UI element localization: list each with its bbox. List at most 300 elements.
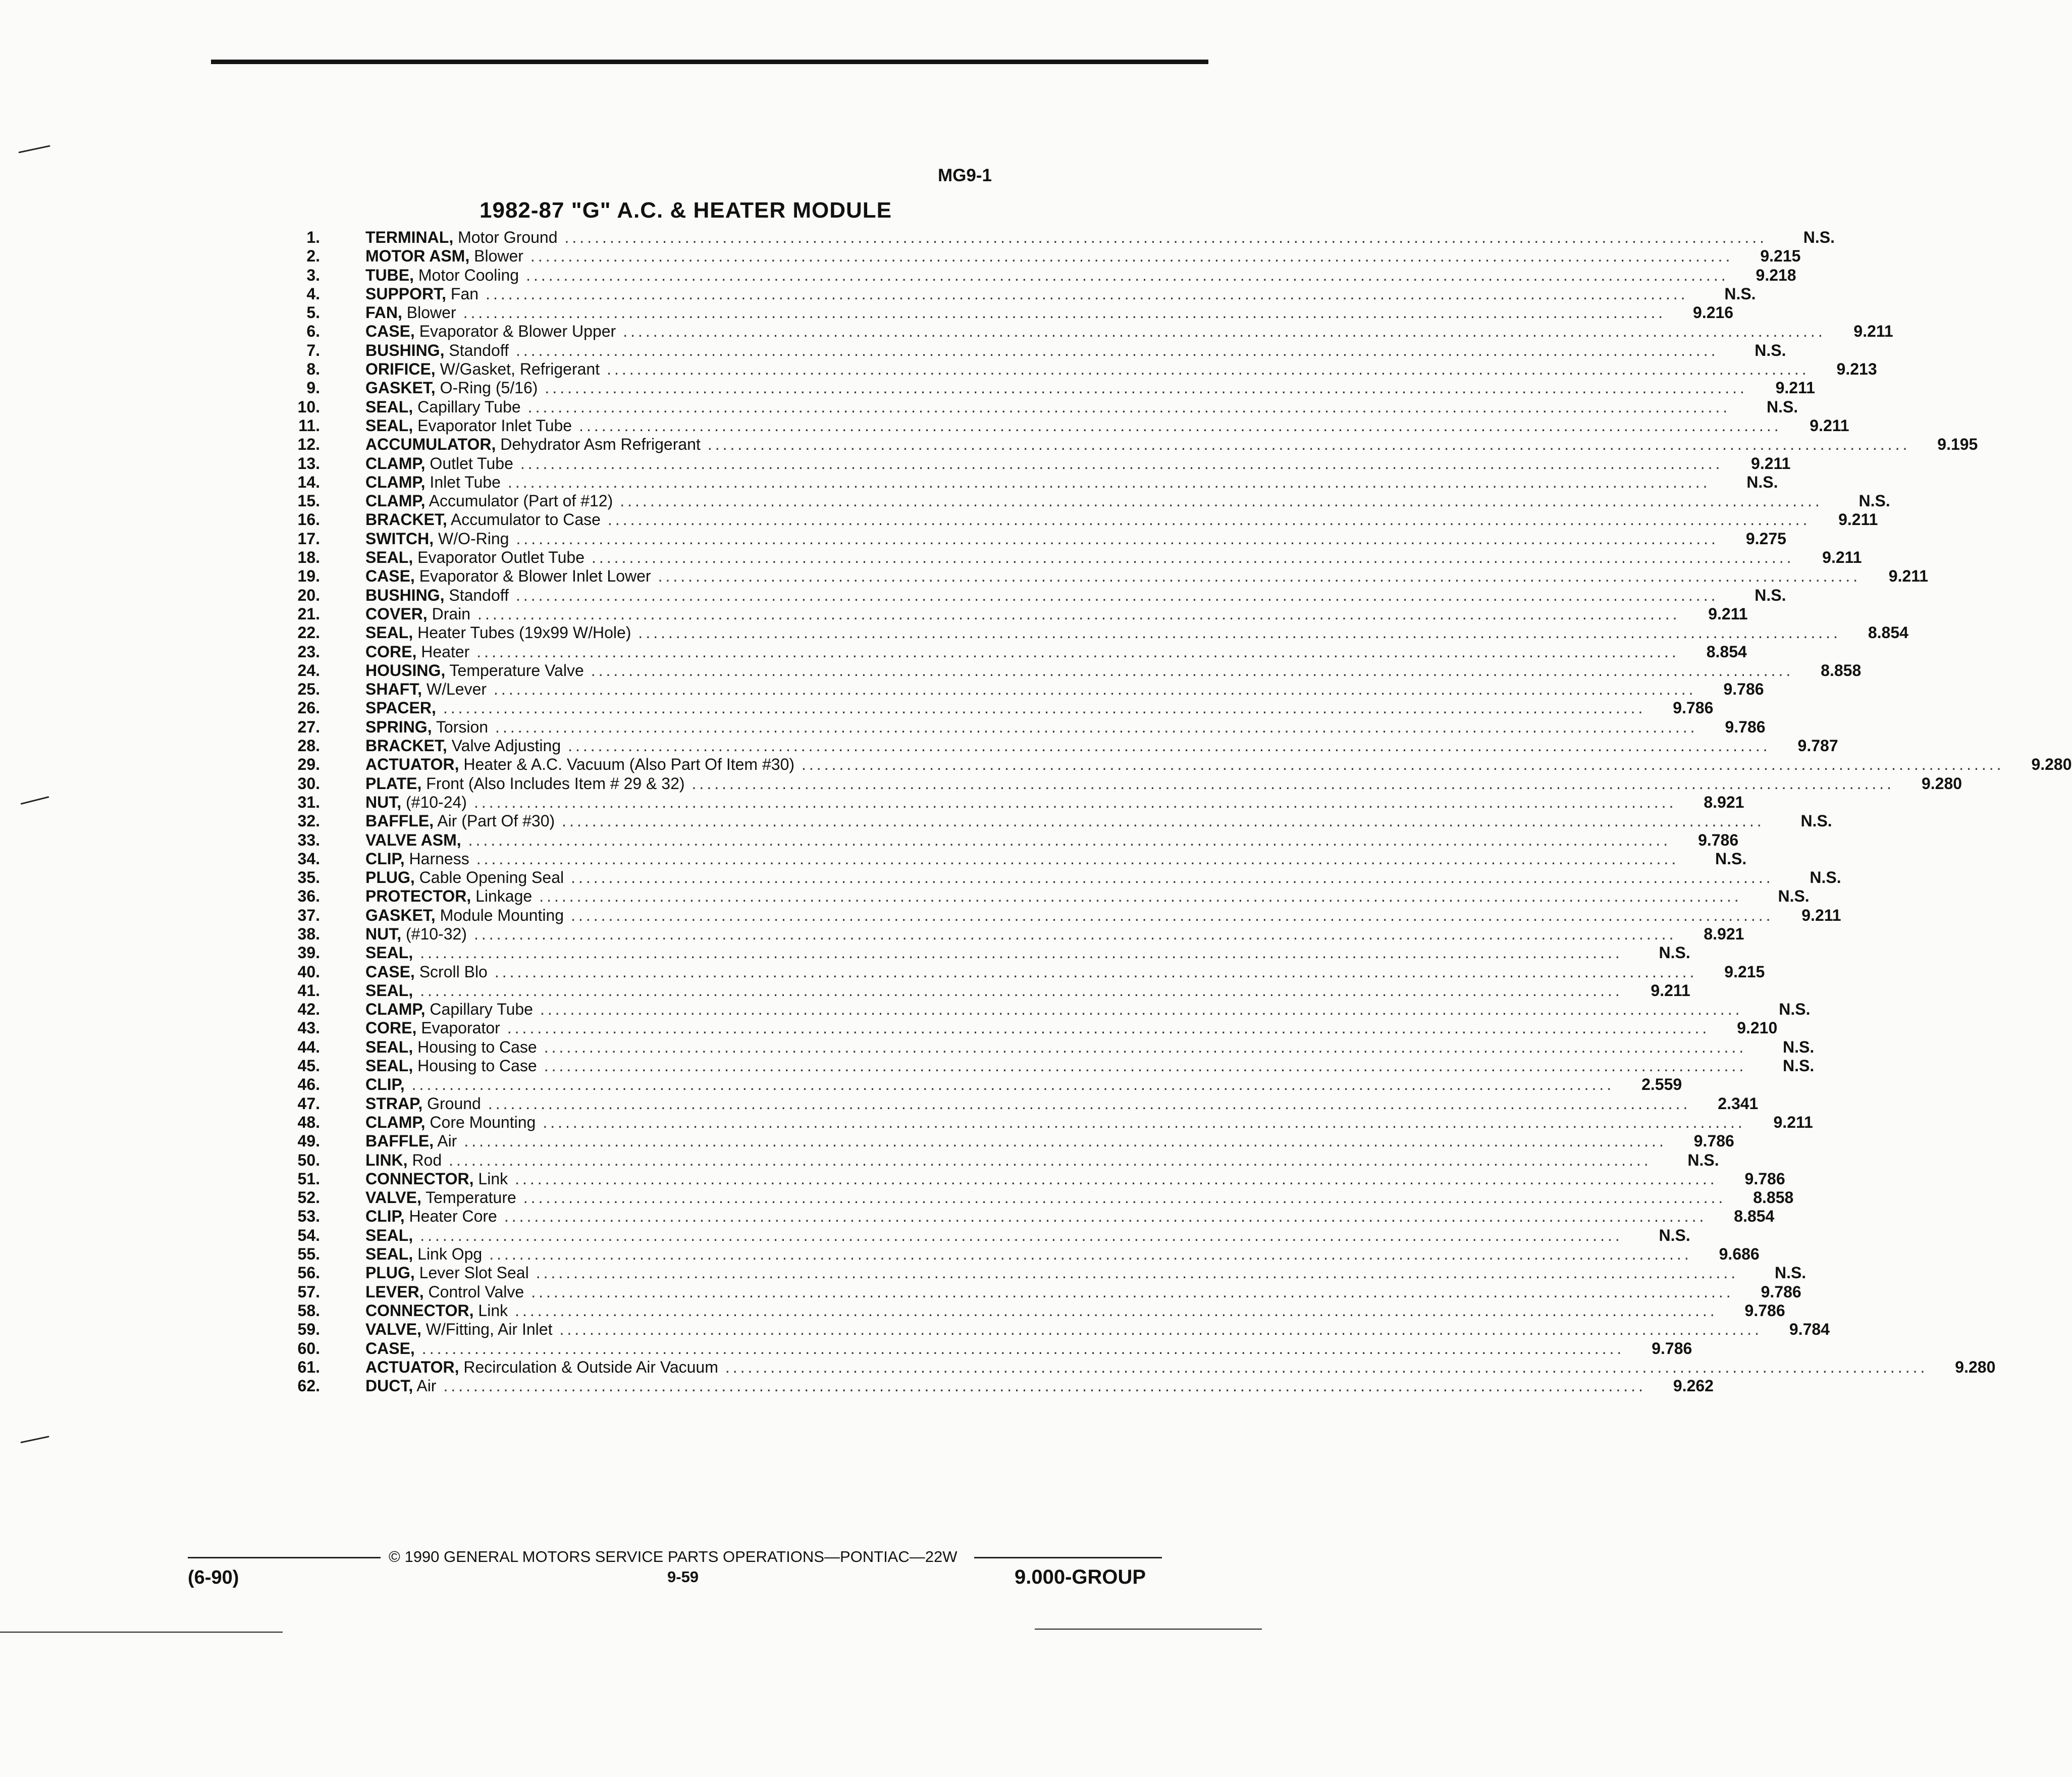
item-number: 11. bbox=[298, 416, 320, 435]
item-detail: Standoff bbox=[444, 586, 509, 604]
leader-dots: ................................................................................................................................................................ bbox=[607, 510, 1811, 529]
item-description bbox=[365, 266, 519, 285]
scan-mark bbox=[18, 145, 50, 153]
leader-dots: ................................................................................................................................................................ bbox=[725, 1357, 1928, 1376]
item-detail: W/O-Ring bbox=[434, 529, 509, 548]
item-reference: 9.280 bbox=[2031, 755, 2072, 774]
leader-dots: ................................................................................................................................................................ bbox=[559, 1320, 1762, 1339]
leader-dots: ................................................................................................................................................................ bbox=[527, 397, 1731, 416]
item-description bbox=[365, 1094, 481, 1113]
item-part-name: ACTUATOR, bbox=[365, 1357, 459, 1376]
parts-row bbox=[277, 1264, 1807, 1282]
item-number: 17. bbox=[297, 529, 320, 548]
item-number: 57. bbox=[297, 1282, 320, 1301]
item-reference: 9.211 bbox=[1853, 322, 1893, 341]
item-reference: N.S. bbox=[1755, 341, 1786, 359]
scan-mark bbox=[20, 1436, 49, 1443]
page-title: 1982-87 "G" A.C. & HEATER MODULE bbox=[480, 198, 892, 223]
item-number: 53. bbox=[297, 1207, 320, 1226]
item-part-name: PLUG, bbox=[365, 1264, 415, 1282]
item-description bbox=[365, 887, 532, 906]
leader-dots: ................................................................................................................................................................ bbox=[516, 529, 1719, 548]
item-detail: Motor Cooling bbox=[414, 266, 519, 284]
parts-row bbox=[277, 397, 1798, 416]
parts-row bbox=[277, 1245, 1760, 1264]
item-reference: N.S. bbox=[1782, 1037, 1815, 1056]
item-description bbox=[365, 1207, 497, 1226]
parts-row bbox=[277, 1094, 1759, 1113]
item-reference: N.S. bbox=[1724, 284, 1756, 303]
item-description bbox=[365, 868, 564, 887]
parts-row bbox=[277, 962, 1765, 981]
leader-dots: ................................................................................................................................................................ bbox=[473, 793, 1677, 811]
item-part-name: SEAL, bbox=[365, 1057, 413, 1075]
item-description bbox=[365, 454, 513, 473]
item-part-name: CLAMP, bbox=[365, 1113, 426, 1131]
item-reference: 9.784 bbox=[1789, 1320, 1830, 1339]
parts-row bbox=[277, 793, 1744, 812]
item-detail: Evaporator Inlet Tube bbox=[413, 416, 572, 435]
item-reference: 9.211 bbox=[1888, 567, 1929, 586]
parts-row bbox=[277, 1188, 1794, 1207]
item-number: 28. bbox=[297, 737, 320, 755]
leader-dots: ................................................................................................................................................................ bbox=[504, 1207, 1707, 1226]
item-detail: Link bbox=[473, 1169, 508, 1188]
item-part-name: LEVER, bbox=[365, 1282, 424, 1301]
item-part-name: CLIP, bbox=[365, 1207, 405, 1226]
leader-dots: ................................................................................................................................................................ bbox=[494, 962, 1697, 981]
parts-row bbox=[277, 774, 1962, 793]
item-number: 23. bbox=[297, 642, 320, 661]
item-part-name: MOTOR ASM, bbox=[365, 247, 470, 266]
parts-row bbox=[277, 510, 1878, 529]
item-description bbox=[365, 737, 561, 755]
item-number: 61. bbox=[297, 1357, 320, 1376]
item-number: 33. bbox=[297, 830, 320, 849]
leader-dots: ................................................................................................................................................................ bbox=[476, 642, 1679, 661]
item-reference: 9.280 bbox=[1955, 1357, 1996, 1376]
item-description bbox=[365, 548, 585, 567]
item-detail: Air bbox=[434, 1132, 457, 1151]
item-description bbox=[365, 605, 470, 623]
item-part-name: ACTUATOR, bbox=[365, 755, 459, 774]
item-part-name: PROTECTOR, bbox=[365, 887, 471, 906]
item-detail: W/Lever bbox=[422, 680, 487, 699]
item-reference: 9.211 bbox=[1773, 1113, 1813, 1131]
leader-dots: ................................................................................................................................................................ bbox=[523, 1188, 1726, 1207]
item-detail: (#10-32) bbox=[401, 924, 467, 943]
item-number: 37. bbox=[297, 906, 320, 924]
page-code: MG9-1 bbox=[938, 166, 992, 185]
parts-row bbox=[277, 548, 1862, 567]
item-part-name: COVER, bbox=[365, 604, 428, 623]
parts-row bbox=[277, 1226, 1690, 1245]
item-detail: Lever Slot Seal bbox=[414, 1264, 529, 1282]
item-detail: Temperature Valve bbox=[445, 661, 584, 680]
item-reference: N.S. bbox=[1659, 1226, 1690, 1244]
leader-dots: ................................................................................................................................................................ bbox=[620, 492, 1823, 510]
parts-row bbox=[277, 492, 1890, 510]
item-reference: N.S. bbox=[1803, 228, 1835, 246]
item-description bbox=[365, 1320, 552, 1339]
item-part-name: PLUG, bbox=[365, 868, 415, 887]
leader-dots: ................................................................................................................................................................ bbox=[488, 1094, 1691, 1113]
item-reference: 9.275 bbox=[1745, 529, 1786, 548]
parts-row bbox=[277, 1377, 1714, 1395]
item-reference: N.S. bbox=[1755, 586, 1786, 604]
item-detail: Evaporator & Blower Upper bbox=[414, 322, 616, 341]
item-detail: Scroll Blo bbox=[414, 962, 488, 981]
parts-row bbox=[277, 586, 1786, 605]
item-number: 9. bbox=[306, 379, 320, 397]
parts-row bbox=[277, 284, 1756, 303]
item-part-name: SEAL, bbox=[365, 397, 413, 416]
item-part-name: BUSHING, bbox=[365, 341, 445, 359]
item-reference: 9.210 bbox=[1737, 1019, 1778, 1037]
item-detail: Air bbox=[413, 1377, 437, 1395]
item-reference: 9.215 bbox=[1760, 247, 1801, 266]
item-detail: Blower bbox=[469, 247, 523, 266]
item-part-name: SPACER, bbox=[365, 699, 436, 717]
item-part-name: SUPPORT, bbox=[365, 284, 447, 303]
item-number: 44. bbox=[297, 1037, 320, 1056]
item-number: 8. bbox=[306, 360, 320, 379]
parts-row bbox=[277, 1075, 1682, 1094]
parts-row bbox=[277, 623, 1908, 642]
item-number: 45. bbox=[297, 1057, 320, 1075]
item-number: 35. bbox=[297, 868, 320, 887]
item-number: 25. bbox=[297, 680, 320, 699]
parts-row bbox=[277, 529, 1786, 548]
item-description bbox=[365, 981, 413, 1000]
item-detail: Evaporator Outlet Tube bbox=[413, 548, 585, 567]
item-number: 32. bbox=[297, 812, 320, 830]
item-part-name: SHAFT, bbox=[365, 680, 422, 699]
item-reference: 9.211 bbox=[1651, 981, 1690, 1000]
leader-dots: ................................................................................................................................................................ bbox=[476, 849, 1679, 868]
item-part-name: VALVE, bbox=[365, 1320, 421, 1339]
item-description bbox=[365, 1283, 524, 1301]
item-number: 26. bbox=[297, 699, 320, 717]
item-reference: 9.211 bbox=[1708, 604, 1748, 623]
item-description bbox=[365, 586, 509, 605]
parts-row bbox=[277, 1132, 1734, 1151]
item-description bbox=[365, 1226, 413, 1245]
parts-row bbox=[277, 981, 1690, 1000]
item-reference: 9.211 bbox=[1838, 510, 1878, 529]
item-detail: Heater Core bbox=[404, 1207, 497, 1226]
item-part-name: FAN, bbox=[365, 303, 402, 322]
item-part-name: SWITCH, bbox=[365, 529, 434, 548]
leader-dots: ................................................................................................................................................................ bbox=[507, 1019, 1710, 1037]
parts-row bbox=[277, 454, 1791, 473]
item-number: 47. bbox=[297, 1094, 320, 1113]
item-reference: N.S. bbox=[1746, 473, 1778, 491]
bottom-rule-left bbox=[0, 1632, 283, 1633]
footer-rule-left bbox=[188, 1557, 381, 1558]
item-part-name: CLAMP, bbox=[365, 1000, 426, 1019]
parts-row bbox=[277, 1301, 1785, 1320]
item-part-name: VALVE ASM, bbox=[365, 830, 461, 849]
item-number: 3. bbox=[306, 266, 320, 284]
item-reference: 9.280 bbox=[1921, 774, 1962, 793]
parts-row bbox=[277, 473, 1778, 492]
parts-row bbox=[277, 1320, 1830, 1339]
item-number: 13. bbox=[297, 454, 320, 473]
leader-dots: ................................................................................................................................................................ bbox=[507, 473, 1711, 491]
parts-row bbox=[277, 717, 1766, 737]
parts-row bbox=[277, 1019, 1778, 1037]
parts-row bbox=[277, 567, 1929, 586]
leader-dots: ................................................................................................................................................................ bbox=[531, 1282, 1734, 1301]
item-detail: Air (Part Of #30) bbox=[434, 812, 555, 830]
item-part-name: BRACKET, bbox=[365, 737, 447, 755]
leader-dots: ................................................................................................................................................................ bbox=[545, 379, 1747, 397]
item-description bbox=[365, 416, 572, 435]
item-reference: N.S. bbox=[1715, 849, 1747, 868]
item-description bbox=[365, 623, 631, 642]
item-detail: Link bbox=[473, 1301, 508, 1320]
item-number: 19. bbox=[297, 567, 320, 586]
item-number: 18. bbox=[297, 548, 320, 567]
item-part-name: SEAL, bbox=[365, 548, 413, 567]
item-description bbox=[365, 1038, 537, 1057]
parts-row bbox=[277, 1339, 1692, 1358]
item-part-name: SPRING, bbox=[365, 717, 432, 736]
parts-row bbox=[277, 416, 1849, 435]
item-part-name: SEAL, bbox=[365, 416, 413, 435]
item-detail: Temperature bbox=[421, 1188, 516, 1207]
item-number: 22. bbox=[297, 623, 320, 642]
leader-dots: ................................................................................................................................................................ bbox=[420, 1226, 1623, 1244]
item-description bbox=[365, 680, 487, 699]
parts-row bbox=[277, 360, 1877, 379]
item-part-name: NUT, bbox=[365, 924, 402, 943]
item-number: 14. bbox=[297, 473, 320, 491]
leader-dots: ................................................................................................................................................................ bbox=[658, 567, 1861, 586]
item-part-name: CLAMP, bbox=[365, 492, 426, 510]
item-reference: N.S. bbox=[1766, 397, 1798, 416]
item-number: 46. bbox=[297, 1075, 320, 1094]
item-description bbox=[365, 1301, 508, 1320]
item-part-name: CASE, bbox=[365, 322, 415, 341]
item-reference: 9.211 bbox=[1751, 454, 1791, 473]
leader-dots: ................................................................................................................................................................ bbox=[544, 1037, 1747, 1056]
leader-dots: ................................................................................................................................................................ bbox=[540, 1000, 1743, 1019]
item-reference: 8.921 bbox=[1704, 924, 1744, 943]
item-description bbox=[365, 247, 523, 266]
item-part-name: CLAMP, bbox=[365, 454, 426, 473]
item-description bbox=[365, 643, 469, 661]
item-detail: W/Gasket, Refrigerant bbox=[435, 360, 600, 379]
item-description bbox=[365, 850, 469, 868]
leader-dots: ................................................................................................................................................................ bbox=[692, 774, 1895, 793]
leader-dots: ................................................................................................................................................................ bbox=[526, 266, 1729, 284]
item-detail: Fan bbox=[446, 284, 479, 303]
parts-row bbox=[277, 1113, 1813, 1132]
item-reference: 8.858 bbox=[1753, 1188, 1794, 1207]
item-detail: Heater & A.C. Vacuum (Also Part Of Item #30) bbox=[459, 755, 795, 774]
item-detail: Housing to Case bbox=[413, 1057, 537, 1075]
leader-dots: ................................................................................................................................................................ bbox=[530, 247, 1733, 266]
item-description bbox=[365, 699, 436, 717]
item-description bbox=[365, 1075, 405, 1094]
item-reference: 9.211 bbox=[1810, 416, 1849, 435]
parts-row bbox=[277, 604, 1748, 623]
item-detail: Dehydrator Asm Refrigerant bbox=[496, 435, 701, 454]
item-reference: 9.786 bbox=[1761, 1282, 1801, 1301]
item-description bbox=[365, 341, 509, 360]
item-detail: Rod bbox=[407, 1151, 442, 1169]
item-number: 29. bbox=[297, 755, 320, 774]
item-description bbox=[365, 1151, 442, 1170]
item-number: 56. bbox=[297, 1264, 320, 1282]
item-reference: 9.786 bbox=[1693, 1132, 1734, 1151]
item-number: 31. bbox=[297, 793, 320, 811]
item-number: 34. bbox=[297, 849, 320, 868]
item-reference: 2.559 bbox=[1641, 1075, 1682, 1094]
item-number: 59. bbox=[297, 1320, 320, 1339]
item-description bbox=[365, 567, 651, 586]
parts-row bbox=[277, 906, 1841, 925]
item-description bbox=[365, 473, 501, 492]
item-number: 43. bbox=[297, 1019, 320, 1037]
item-number: 48. bbox=[297, 1113, 320, 1131]
item-description bbox=[365, 1188, 516, 1207]
leader-dots: ................................................................................................................................................................ bbox=[623, 322, 1826, 341]
item-description bbox=[365, 1170, 508, 1188]
item-detail: Valve Adjusting bbox=[447, 737, 561, 755]
parts-row bbox=[277, 812, 1832, 830]
item-description bbox=[365, 228, 558, 247]
item-reference: 2.341 bbox=[1718, 1094, 1759, 1113]
leader-dots: ................................................................................................................................................................ bbox=[443, 1377, 1646, 1395]
item-detail: Evaporator & Blower Inlet Lower bbox=[414, 567, 651, 586]
parts-row bbox=[277, 1037, 1815, 1057]
leader-dots: ................................................................................................................................................................ bbox=[568, 737, 1771, 755]
item-number: 27. bbox=[297, 717, 320, 736]
item-detail: Drain bbox=[427, 604, 471, 623]
leader-dots: ................................................................................................................................................................ bbox=[468, 830, 1671, 849]
item-detail: Evaporator bbox=[416, 1019, 500, 1037]
item-part-name: SEAL, bbox=[365, 1037, 413, 1056]
item-detail: Blower bbox=[402, 303, 456, 322]
item-number: 12. bbox=[297, 435, 320, 454]
item-detail: Housing to Case bbox=[413, 1037, 537, 1056]
leader-dots: ................................................................................................................................................................ bbox=[564, 228, 1768, 246]
item-number: 24. bbox=[297, 661, 320, 680]
parts-row bbox=[277, 737, 1838, 755]
leader-dots: ................................................................................................................................................................ bbox=[543, 1113, 1745, 1131]
parts-row bbox=[277, 868, 1841, 887]
item-detail: Module Mounting bbox=[435, 906, 564, 924]
leader-dots: ................................................................................................................................................................ bbox=[494, 680, 1696, 699]
item-reference: 9.686 bbox=[1719, 1245, 1760, 1264]
bottom-rule-right bbox=[1035, 1629, 1262, 1630]
item-reference: 9.262 bbox=[1673, 1377, 1714, 1395]
item-reference: 9.786 bbox=[1652, 1339, 1692, 1357]
item-part-name: HOUSING, bbox=[365, 661, 446, 680]
leader-dots: ................................................................................................................................................................ bbox=[420, 981, 1623, 1000]
item-part-name: NUT, bbox=[365, 793, 402, 811]
item-reference: 9.786 bbox=[1723, 680, 1764, 699]
item-detail: Capillary Tube bbox=[425, 1000, 533, 1019]
item-number: 54. bbox=[297, 1226, 320, 1244]
item-reference: 8.858 bbox=[1821, 661, 1862, 680]
item-description bbox=[365, 1339, 415, 1358]
item-number: 60. bbox=[297, 1339, 320, 1357]
item-detail: W/Fitting, Air Inlet bbox=[421, 1320, 553, 1339]
parts-row bbox=[277, 341, 1786, 360]
parts-row bbox=[277, 1169, 1785, 1188]
item-number: 51. bbox=[297, 1169, 320, 1188]
item-reference: 9.215 bbox=[1724, 962, 1765, 981]
item-number: 1. bbox=[306, 228, 320, 246]
item-part-name: SEAL, bbox=[365, 981, 413, 1000]
parts-list bbox=[277, 228, 2072, 1395]
item-part-name: BUSHING, bbox=[365, 586, 445, 604]
leader-dots: ................................................................................................................................................................ bbox=[486, 284, 1688, 303]
leader-dots: ................................................................................................................................................................ bbox=[571, 868, 1774, 887]
item-detail: Standoff bbox=[444, 341, 509, 359]
item-reference: 9.786 bbox=[1744, 1301, 1785, 1320]
item-reference: N.S. bbox=[1659, 944, 1690, 962]
item-detail: Linkage bbox=[471, 887, 533, 906]
item-number: 6. bbox=[306, 322, 320, 341]
item-part-name: CORE, bbox=[365, 642, 417, 661]
item-reference: 9.786 bbox=[1744, 1169, 1785, 1188]
item-description bbox=[365, 492, 613, 510]
item-detail: (#10-24) bbox=[401, 793, 467, 811]
leader-dots: ................................................................................................................................................................ bbox=[802, 755, 2004, 774]
leader-dots: ................................................................................................................................................................ bbox=[571, 906, 1774, 924]
item-detail: Outlet Tube bbox=[425, 454, 513, 473]
item-reference: 9.218 bbox=[1756, 266, 1796, 284]
item-part-name: GASKET, bbox=[365, 379, 436, 397]
item-description bbox=[365, 398, 521, 416]
item-description bbox=[365, 793, 467, 812]
leader-dots: ................................................................................................................................................................ bbox=[495, 717, 1698, 736]
item-number: 39. bbox=[297, 944, 320, 962]
parts-row bbox=[277, 1282, 1801, 1301]
parts-row bbox=[277, 1357, 1996, 1377]
item-reference: 9.216 bbox=[1693, 303, 1734, 322]
item-detail: Accumulator (Part of #12) bbox=[425, 492, 613, 510]
scan-mark bbox=[20, 796, 49, 805]
item-number: 20. bbox=[297, 586, 320, 604]
leader-dots: ................................................................................................................................................................ bbox=[591, 661, 1794, 680]
parts-row bbox=[277, 303, 1734, 322]
item-reference: N.S. bbox=[1810, 868, 1841, 887]
item-number: 5. bbox=[306, 303, 320, 322]
leader-dots: ................................................................................................................................................................ bbox=[463, 303, 1666, 322]
item-reference: N.S. bbox=[1779, 1000, 1811, 1019]
item-part-name: BAFFLE, bbox=[365, 812, 434, 830]
leader-dots: ................................................................................................................................................................ bbox=[544, 1057, 1747, 1075]
item-reference: N.S. bbox=[1858, 492, 1890, 510]
item-description bbox=[365, 1000, 533, 1019]
item-detail: Inlet Tube bbox=[425, 473, 501, 491]
item-number: 38. bbox=[297, 924, 320, 943]
leader-dots: ................................................................................................................................................................ bbox=[473, 924, 1677, 943]
item-part-name: SEAL, bbox=[365, 1226, 413, 1244]
item-detail: Link Opg bbox=[413, 1245, 483, 1264]
leader-dots: ................................................................................................................................................................ bbox=[520, 454, 1723, 473]
item-part-name: CORE, bbox=[365, 1019, 417, 1037]
item-reference: N.S. bbox=[1778, 887, 1810, 906]
parts-row bbox=[277, 830, 1739, 850]
item-reference: N.S. bbox=[1800, 812, 1832, 830]
